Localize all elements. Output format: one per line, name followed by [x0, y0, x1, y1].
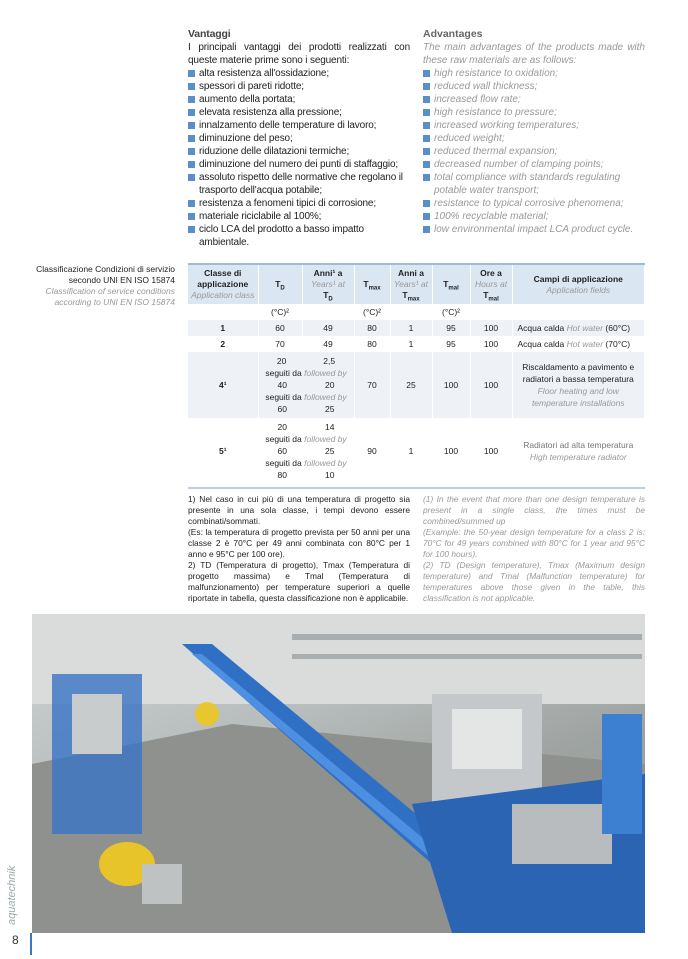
caption-it: Classificazione Condizioni di servizio secondo UNI EN ISO 15874 — [36, 264, 175, 285]
advantages — [188, 28, 645, 249]
table-cell: 90 — [354, 418, 390, 484]
note-1-example: (Example: the 50-year design temperature for a class 2 is: 70°C for 49 years combined with 80°C for 1 year and 95°C for 100 hours). — [423, 527, 645, 559]
cell-text: Classe di applicazione — [197, 268, 249, 289]
units-row — [188, 304, 645, 320]
advantage-item: assoluto rispetto delle normative che regolano il trasporto dell'acqua potabile; — [188, 171, 410, 197]
column-header — [258, 264, 302, 304]
advantage-item: low environmental impact LCA product cycle. — [423, 223, 645, 236]
intro: I principali vantaggi dei prodotti realizzati con queste materie prime sono i seguenti: — [188, 42, 410, 66]
cell-text: Anni a — [398, 268, 424, 278]
advantage-item: elevata resistenza alla pressione; — [188, 106, 410, 119]
cell-text: 1 — [220, 323, 226, 333]
table-row — [188, 352, 645, 418]
cell-text: T — [483, 290, 489, 300]
column-header — [512, 264, 645, 304]
page-number-rule — [30, 933, 32, 955]
cell-text: Acqua calda — [517, 323, 565, 333]
cell-text: mal — [448, 285, 459, 292]
cell-text: 10 — [325, 470, 335, 480]
cell-text — [259, 367, 354, 379]
page-number: 8 — [12, 933, 19, 947]
note-1: 1) Nel caso in cui più di una temperatura di progetto sia presente in una sola classe, i tempi devono essere combinati/sommati. — [188, 494, 410, 526]
cell-text: Application fields — [546, 284, 611, 295]
notes-it — [188, 494, 410, 604]
heading: Advantages — [423, 28, 483, 40]
advantage-item: increased working temperatures; — [423, 119, 645, 132]
advantages-list — [188, 67, 410, 249]
cell-text: 80 — [277, 470, 287, 480]
table-cell: 1 — [390, 418, 432, 484]
advantage-item: high resistance to oxidation; — [423, 67, 645, 80]
table-cell: 100 — [432, 418, 470, 484]
cell-text: mal — [488, 296, 499, 303]
column-header — [390, 264, 432, 304]
advantage-item: 100% recyclable material; — [423, 210, 645, 223]
advantage-item: high resistance to pressure; — [423, 106, 645, 119]
table-cell: 1 — [390, 336, 432, 352]
advantage-item: reduced wall thickness; — [423, 80, 645, 93]
table-cell: 95 — [432, 320, 470, 336]
note-1-example: (Es: la temperatura di progetto prevista per 50 anni per una classe 2 è 70°C per 49 anni combinata con 80°C per 1 anno e 95°C per 100 ore). — [188, 527, 410, 559]
cell-text: seguiti da — [265, 458, 302, 468]
table-header — [188, 264, 645, 304]
table-cell: 100 — [470, 352, 512, 418]
advantage-item: materiale riciclabile al 100%; — [188, 210, 410, 223]
cell-text — [259, 421, 354, 433]
cell-text: T — [402, 290, 408, 300]
advantage-item: reduced thermal expansion; — [423, 145, 645, 158]
table-cell: (°C)² — [258, 304, 302, 320]
table-cell: 1 — [390, 320, 432, 336]
table-cell — [512, 304, 645, 320]
table-caption — [30, 264, 175, 308]
column-header — [354, 264, 390, 304]
cell-text: followed by — [304, 368, 347, 378]
cell-text: 20 — [277, 422, 287, 432]
advantage-item: ciclo LCA del prodotto a basso impatto ambientale. — [188, 223, 410, 249]
table-cell: (°C)² — [432, 304, 470, 320]
cell-text: Campi di applicazione — [533, 273, 623, 284]
column-header — [432, 264, 470, 304]
cell-text: 5¹ — [218, 446, 227, 456]
heading: Vantaggi — [188, 28, 231, 40]
cell-text: 25 — [325, 446, 335, 456]
advantage-item: total compliance with standards regulating potable water transport; — [423, 171, 645, 197]
table-cell — [512, 352, 645, 418]
cell-text — [259, 445, 354, 457]
cell-text: T — [443, 279, 449, 289]
cell-text — [259, 355, 354, 367]
cell-text — [259, 379, 354, 391]
cell-text: 60 — [277, 404, 287, 414]
cell-text: Hot water — [566, 323, 604, 333]
advantage-item: resistenza a fenomeni tipici di corrosione; — [188, 197, 410, 210]
cell-text: seguiti da — [265, 434, 302, 444]
advantages-list — [423, 67, 645, 236]
table-cell: 49 — [302, 336, 354, 352]
advantage-item: alta resistenza all'ossidazione; — [188, 67, 410, 80]
table-cell — [188, 352, 258, 418]
intro: The main advantages of the products made with these raw materials are as follows: — [423, 42, 645, 66]
cell-text: (70°C) — [605, 339, 631, 349]
table-cell — [258, 418, 354, 484]
cell-text: Acqua calda — [517, 339, 565, 349]
advantage-item: innalzamento delle temperature di lavoro; — [188, 119, 410, 132]
cell-text: Hours at — [474, 279, 508, 289]
cell-text: Riscaldamento a pavimento e radiatori a bassa temperatura — [522, 362, 635, 384]
advantage-item: spessori di pareti ridotte; — [188, 80, 410, 93]
table-row — [188, 418, 645, 484]
table-cell: 70 — [354, 352, 390, 418]
cell-text: Floor heating and low temperature installations — [531, 386, 625, 408]
table-cell — [188, 336, 258, 352]
cell-text — [188, 264, 645, 484]
table-cell — [188, 418, 258, 484]
cell-text: 20 — [325, 380, 335, 390]
cell-text: Years¹ at — [310, 279, 346, 289]
advantage-item: diminuzione del numero dei punti di staffaggio; — [188, 158, 410, 171]
table-cell — [512, 418, 645, 484]
cell-text: seguiti da — [265, 392, 302, 402]
table-cell — [188, 304, 258, 320]
table-cell: (°C)² — [354, 304, 390, 320]
cell-text: 4¹ — [218, 380, 227, 390]
content — [36, 0, 645, 933]
advantage-item: diminuzione del peso; — [188, 132, 410, 145]
table-cell: 100 — [470, 418, 512, 484]
caption-en: Classification of service conditions according to UNI EN ISO 15874 — [45, 286, 175, 307]
table-row — [188, 320, 645, 336]
advantages-en — [423, 28, 645, 249]
table-cell — [390, 304, 432, 320]
cell-text: Ore a — [480, 268, 502, 278]
cell-text — [259, 391, 354, 403]
cell-text: 2 — [220, 339, 226, 349]
table-cell: 80 — [354, 336, 390, 352]
cell-text: High temperature radiator — [529, 452, 627, 462]
cell-text: T — [323, 290, 329, 300]
advantages-it — [188, 28, 410, 249]
table-row — [188, 336, 645, 352]
cell-text: (60°C) — [605, 323, 631, 333]
advantage-item: reduced weight; — [423, 132, 645, 145]
cell-text: 40 — [277, 380, 287, 390]
advantage-item: aumento della portata; — [188, 93, 410, 106]
divider — [188, 487, 645, 489]
note-2: 2) TD (Temperatura di progetto), Tmax (Temperatura di progetto massima) e Tmal (Temperatura di malfunzionamento) per temperature superiori a quelle riportate in tabella, questa classificazione non è applicabile. — [188, 560, 410, 603]
note-2: (2) TD (Design temperature), Tmax (Maximum design temperature) and Tmal (Malfunction temperature) for temperatures above those given in the table, this classification is not applicable. — [423, 560, 645, 603]
notes — [188, 494, 645, 604]
cell-text: Radiatori ad alta temperatura — [523, 440, 634, 450]
table-cell: 80 — [354, 320, 390, 336]
table-cell: 25 — [390, 352, 432, 418]
cell-text: 2,5 — [323, 356, 336, 366]
cell-text: max — [407, 296, 420, 303]
cell-text: 20 — [276, 356, 287, 366]
cell-text: 25 — [325, 404, 335, 414]
table-cell: 49 — [302, 320, 354, 336]
advantage-item: riduzione delle dilatazioni termiche; — [188, 145, 410, 158]
cell-text: T — [363, 279, 369, 289]
column-header — [470, 264, 512, 304]
table-cell: 60 — [258, 320, 302, 336]
note-1: (1) In the event that more than one design temperature is present in a single class, the times must be combined/summed up — [423, 494, 645, 526]
cell-text: 60 — [277, 446, 287, 456]
cell-text — [259, 457, 354, 469]
table-cell: 100 — [470, 320, 512, 336]
table-cell: 70 — [258, 336, 302, 352]
cell-text: 14 — [325, 422, 335, 432]
advantage-item: decreased number of clamping points; — [423, 158, 645, 171]
cell-text: followed by — [304, 392, 347, 402]
service-conditions-table — [188, 263, 645, 484]
cell-text: seguiti da — [265, 368, 302, 378]
cell-text: D — [328, 296, 333, 303]
cell-text — [259, 433, 354, 445]
cell-text: Hot water — [566, 339, 604, 349]
table-cell — [512, 320, 645, 336]
table-cell — [470, 304, 512, 320]
cell-text: max — [368, 285, 381, 292]
table-cell: 100 — [470, 336, 512, 352]
table-cell — [512, 336, 645, 352]
brand-logo: aquatechnik — [6, 865, 18, 925]
table-cell: 100 — [432, 352, 470, 418]
column-header — [188, 264, 258, 304]
advantage-item: increased flow rate; — [423, 93, 645, 106]
advantage-item: resistance to typical corrosive phenomena; — [423, 197, 645, 210]
cell-text: D — [280, 285, 285, 292]
cell-text: Anni¹ a — [313, 268, 343, 278]
cell-text: Years¹ at — [393, 279, 429, 289]
cell-text: followed by — [304, 458, 347, 468]
notes-en — [423, 494, 645, 604]
cell-text — [259, 469, 354, 481]
table-cell — [258, 352, 354, 418]
table-section — [36, 263, 645, 484]
cell-text: followed by — [304, 434, 347, 444]
table-cell: 95 — [432, 336, 470, 352]
extrusion-line-photo — [32, 614, 645, 933]
cell-text — [259, 403, 354, 415]
table-cell — [302, 304, 354, 320]
cell-text: Application class — [191, 290, 255, 300]
column-header — [302, 264, 354, 304]
cell-text: T — [275, 279, 281, 289]
table-cell — [188, 320, 258, 336]
